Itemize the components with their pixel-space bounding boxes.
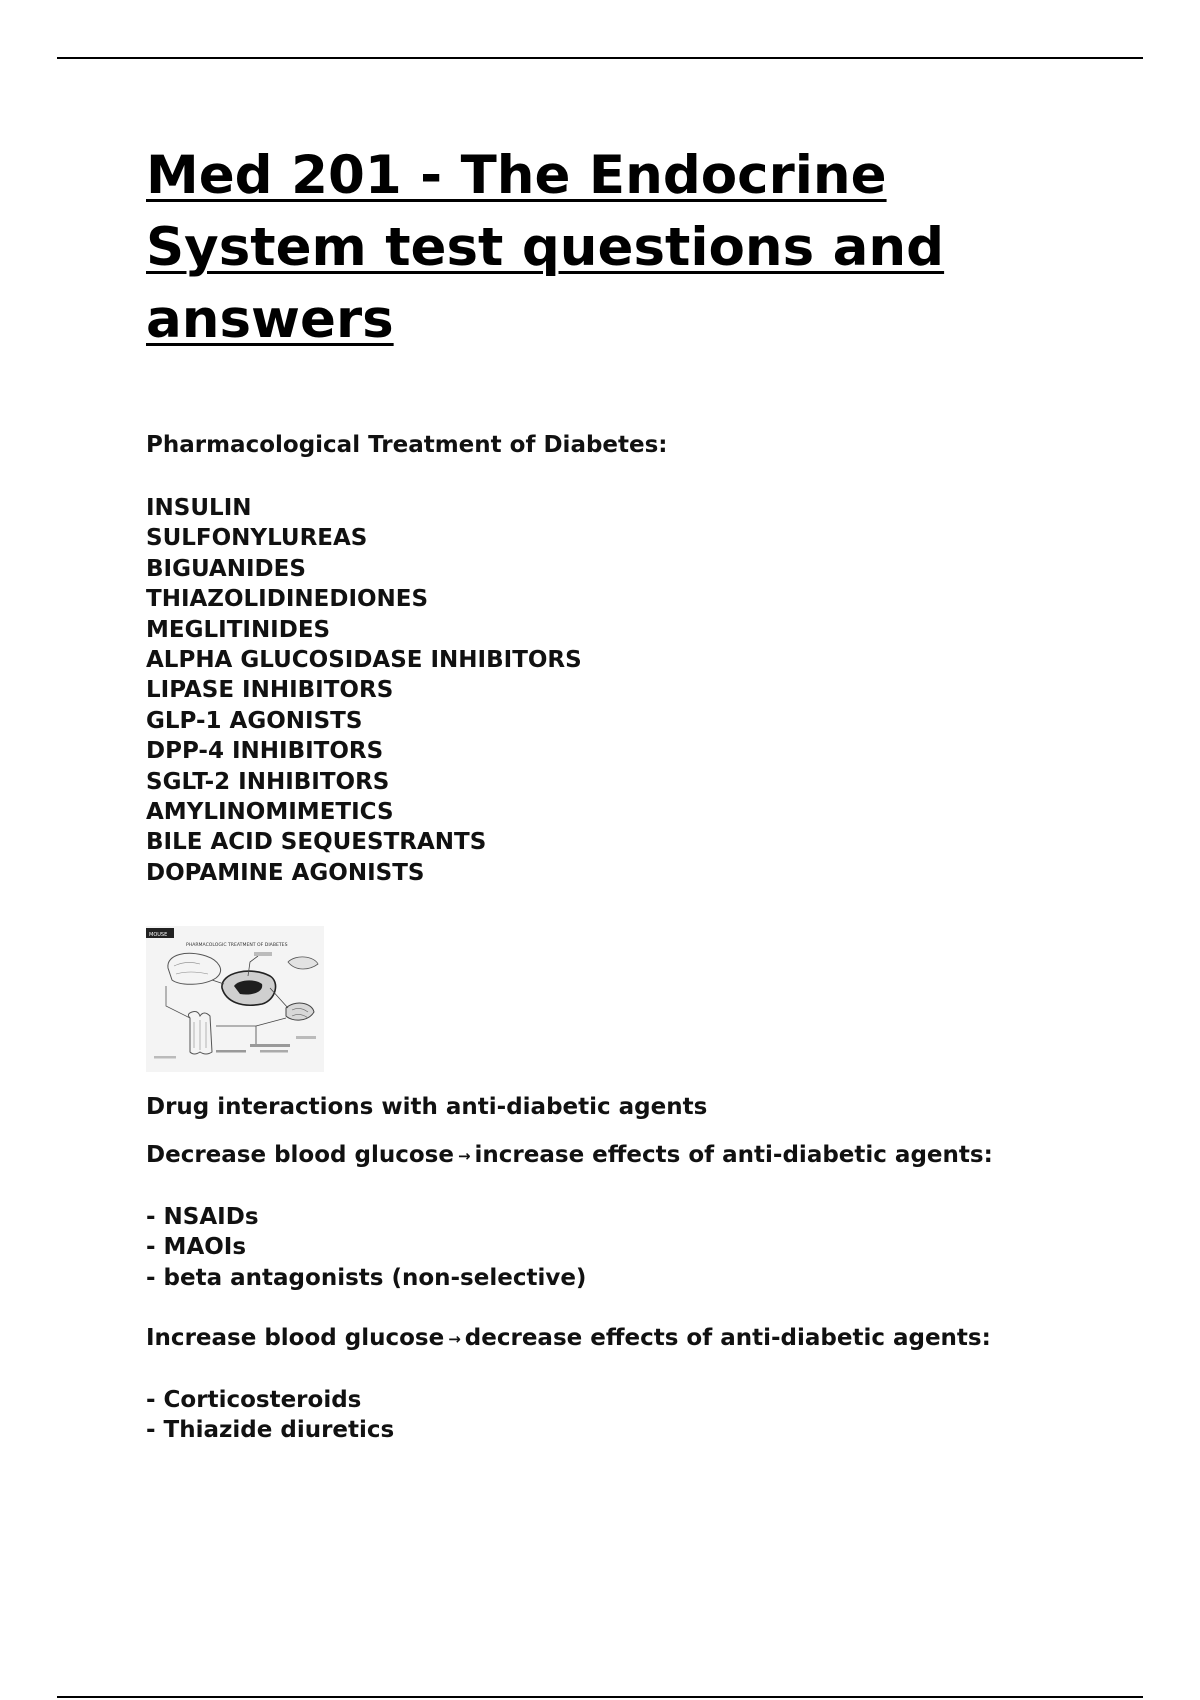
top-rule xyxy=(57,57,1143,59)
list-item: AMYLINOMIMETICS xyxy=(146,799,394,826)
decrease-left: Decrease blood glucose xyxy=(146,1142,454,1169)
list-item: GLP-1 AGONISTS xyxy=(146,707,363,734)
increase-left: Increase blood glucose xyxy=(146,1325,445,1351)
bottom-rule xyxy=(57,1696,1143,1698)
list-item: BIGUANIDES xyxy=(146,555,306,582)
increase-right: decrease effects of anti-diabetic agents: xyxy=(464,1325,991,1351)
list-item: DOPAMINE AGONISTS xyxy=(146,859,425,886)
list-item: - Thiazide diuretics xyxy=(146,1416,395,1443)
increase-glucose-heading xyxy=(146,1323,1106,1354)
decrease-glucose-heading xyxy=(146,1140,1106,1171)
list-item: - NSAIDs xyxy=(146,1203,259,1230)
right-arrow-icon: → xyxy=(448,1329,461,1348)
list-item: INSULIN xyxy=(146,495,252,521)
drug-class-list xyxy=(146,493,1106,888)
increase-glucose-list xyxy=(146,1385,1106,1446)
diagram-caption: PHARMACOLOGIC TREATMENT OF DIABETES xyxy=(186,943,288,949)
list-item: THIAZOLIDINEDIONES xyxy=(146,586,429,613)
list-item: ALPHA GLUCOSIDASE INHIBITORS xyxy=(146,647,582,674)
list-item: SULFONYLUREAS xyxy=(146,525,368,552)
diabetes-treatment-diagram xyxy=(146,926,324,1072)
list-item: BILE ACID SEQUESTRANTS xyxy=(146,829,487,856)
list-item: MEGLITINIDES xyxy=(146,616,331,643)
section-heading: Pharmacological Treatment of Diabetes: xyxy=(146,432,668,458)
list-item: - MAOIs xyxy=(146,1234,247,1261)
list-item: SGLT-2 INHIBITORS xyxy=(146,768,390,795)
decrease-right: increase effects of anti-diabetic agents: xyxy=(474,1142,993,1169)
decrease-glucose-list xyxy=(146,1202,1106,1293)
list-item: DPP-4 INHIBITORS xyxy=(146,738,384,765)
diagram-badge: MOUSE xyxy=(149,932,168,939)
list-item: - Corticosteroids xyxy=(146,1386,362,1413)
list-item: - beta antagonists (non-selective) xyxy=(146,1264,587,1291)
document-title: Med 201 - The Endocrine System test questions and answers xyxy=(146,145,945,350)
interactions-heading: Drug interactions with anti-diabetic agents xyxy=(146,1094,708,1121)
right-arrow-icon: → xyxy=(457,1146,471,1165)
list-item: LIPASE INHIBITORS xyxy=(146,677,394,704)
document-body xyxy=(146,140,1106,1445)
